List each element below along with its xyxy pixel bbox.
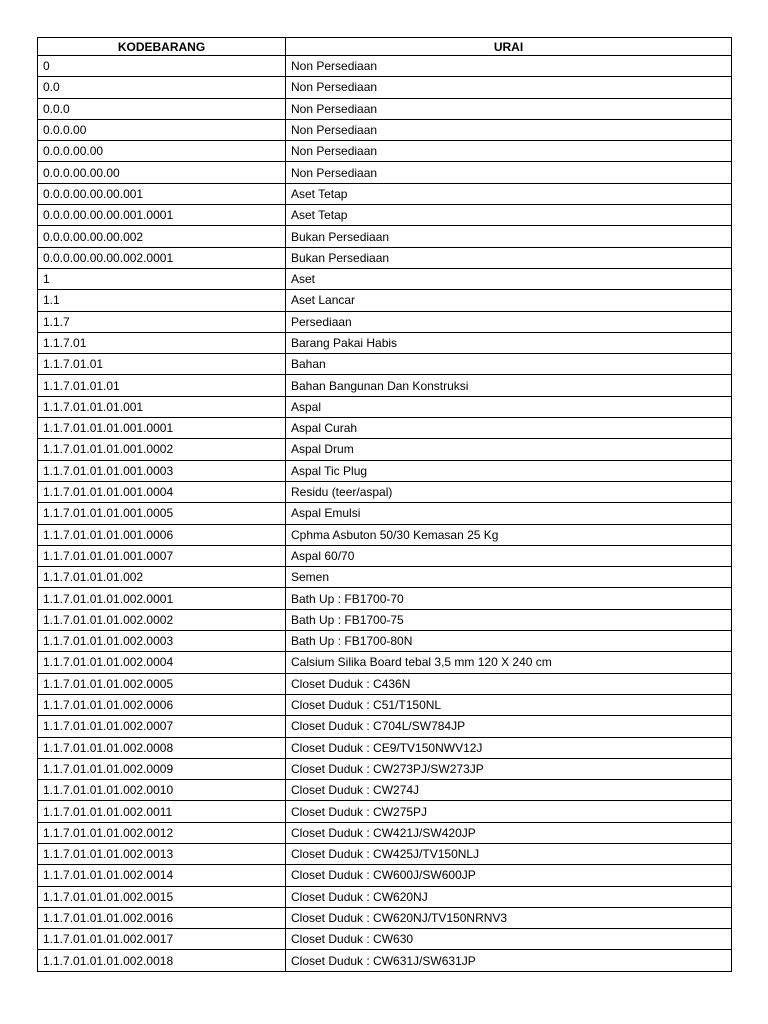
table-row <box>38 609 732 630</box>
kodebarang-cell: 1.1.7.01.01.01.002.0002 <box>38 609 286 630</box>
table-row <box>38 843 732 864</box>
kodebarang-cell: 1.1.7.01.01.01.001.0005 <box>38 503 286 524</box>
table-row <box>38 545 732 566</box>
table-body <box>38 56 732 972</box>
kodebarang-cell: 1.1.7.01.01.01.002.0016 <box>38 907 286 928</box>
table-row <box>38 886 732 907</box>
urai-cell: Non Persediaan <box>286 56 732 77</box>
kodebarang-cell: 1.1.7.01.01.01.002.0001 <box>38 588 286 609</box>
kodebarang-cell: 1.1.7.01.01.01.002.0006 <box>38 694 286 715</box>
kodebarang-cell: 0.0.0.00 <box>38 119 286 140</box>
urai-cell: Aset Lancar <box>286 290 732 311</box>
kodebarang-cell: 1.1.7.01.01.01.001.0003 <box>38 460 286 481</box>
kodebarang-cell: 1.1.7.01.01.01.002.0008 <box>38 737 286 758</box>
table-row <box>38 758 732 779</box>
urai-cell: Non Persediaan <box>286 77 732 98</box>
table-row <box>38 311 732 332</box>
table-row <box>38 780 732 801</box>
table-row <box>38 673 732 694</box>
table-row <box>38 652 732 673</box>
kodebarang-cell: 1 <box>38 268 286 289</box>
urai-cell: Aset <box>286 268 732 289</box>
kodebarang-cell: 1.1.7.01.01.01.002.0017 <box>38 929 286 950</box>
urai-cell: Closet Duduk : CW425J/TV150NLJ <box>286 843 732 864</box>
kodebarang-cell: 1.1.7.01.01.01.002.0009 <box>38 758 286 779</box>
table-row <box>38 119 732 140</box>
urai-cell: Non Persediaan <box>286 162 732 183</box>
urai-cell: Closet Duduk : CW620NJ/TV150NRNV3 <box>286 907 732 928</box>
urai-cell: Closet Duduk : CW620NJ <box>286 886 732 907</box>
header-row <box>38 38 732 56</box>
urai-cell: Closet Duduk : CW421J/SW420JP <box>286 822 732 843</box>
kodebarang-cell: 1.1.7.01.01.01.002.0003 <box>38 631 286 652</box>
kodebarang-cell: 1.1.7.01.01.01.002.0018 <box>38 950 286 971</box>
urai-cell: Non Persediaan <box>286 141 732 162</box>
kodebarang-cell: 0.0.0.00.00.00 <box>38 162 286 183</box>
kodebarang-cell: 1.1.7.01 <box>38 332 286 353</box>
column-header-kodebarang: KODEBARANG <box>38 38 286 56</box>
urai-cell: Barang Pakai Habis <box>286 332 732 353</box>
table-row <box>38 481 732 502</box>
table-row <box>38 354 732 375</box>
kodebarang-cell: 0.0 <box>38 77 286 98</box>
kodebarang-cell: 1.1.7.01.01.01.001 <box>38 396 286 417</box>
table-row <box>38 822 732 843</box>
table-row <box>38 183 732 204</box>
table-row <box>38 98 732 119</box>
table-row <box>38 929 732 950</box>
table-row <box>38 396 732 417</box>
kodebarang-cell: 1.1.7.01.01.01.002.0014 <box>38 865 286 886</box>
table-row <box>38 631 732 652</box>
urai-cell: Non Persediaan <box>286 119 732 140</box>
urai-cell: Bahan <box>286 354 732 375</box>
urai-cell: Closet Duduk : CW631J/SW631JP <box>286 950 732 971</box>
kodebarang-cell: 0.0.0.00.00.00.002.0001 <box>38 247 286 268</box>
kodebarang-cell: 1.1.7.01.01.01.002.0013 <box>38 843 286 864</box>
urai-cell: Closet Duduk : C51/T150NL <box>286 694 732 715</box>
kodebarang-cell: 0.0.0 <box>38 98 286 119</box>
table-row <box>38 375 732 396</box>
urai-cell: Closet Duduk : CW274J <box>286 780 732 801</box>
kodebarang-cell: 1.1.7.01.01.01.002.0012 <box>38 822 286 843</box>
column-header-urai: URAI <box>286 38 732 56</box>
table-row <box>38 801 732 822</box>
table-row <box>38 503 732 524</box>
table-row <box>38 524 732 545</box>
kodebarang-cell: 1.1.7.01.01.01.002.0015 <box>38 886 286 907</box>
table-row <box>38 460 732 481</box>
kodebarang-cell: 0.0.0.00.00.00.002 <box>38 226 286 247</box>
urai-cell: Semen <box>286 567 732 588</box>
table-row <box>38 247 732 268</box>
kodebarang-cell: 1.1.7.01.01.01 <box>38 375 286 396</box>
urai-cell: Closet Duduk : CW275PJ <box>286 801 732 822</box>
urai-cell: Aspal Curah <box>286 418 732 439</box>
urai-cell: Aspal Drum <box>286 439 732 460</box>
table-row <box>38 141 732 162</box>
urai-cell: Closet Duduk : C704L/SW784JP <box>286 716 732 737</box>
table-row <box>38 694 732 715</box>
urai-cell: Aspal Tic Plug <box>286 460 732 481</box>
kodebarang-cell: 1.1.7.01.01.01.001.0002 <box>38 439 286 460</box>
table-row <box>38 418 732 439</box>
table-row <box>38 439 732 460</box>
urai-cell: Persediaan <box>286 311 732 332</box>
table-row <box>38 290 732 311</box>
kodebarang-cell: 1.1.7.01.01.01.001.0004 <box>38 481 286 502</box>
table-row <box>38 268 732 289</box>
item-code-table <box>37 37 732 972</box>
urai-cell: Cphma Asbuton 50/30 Kemasan 25 Kg <box>286 524 732 545</box>
kodebarang-cell: 1.1 <box>38 290 286 311</box>
urai-cell: Bahan Bangunan Dan Konstruksi <box>286 375 732 396</box>
table-row <box>38 77 732 98</box>
urai-cell: Residu (teer/aspal) <box>286 481 732 502</box>
kodebarang-cell: 1.1.7.01.01.01.002.0005 <box>38 673 286 694</box>
urai-cell: Aspal 60/70 <box>286 545 732 566</box>
kodebarang-cell: 1.1.7 <box>38 311 286 332</box>
kodebarang-cell: 1.1.7.01.01.01.001.0006 <box>38 524 286 545</box>
urai-cell: Closet Duduk : CW273PJ/SW273JP <box>286 758 732 779</box>
table-row <box>38 588 732 609</box>
kodebarang-cell: 1.1.7.01.01.01.002.0011 <box>38 801 286 822</box>
urai-cell: Aset Tetap <box>286 183 732 204</box>
table-row <box>38 162 732 183</box>
urai-cell: Aset Tetap <box>286 205 732 226</box>
urai-cell: Bukan Persediaan <box>286 226 732 247</box>
kodebarang-cell: 1.1.7.01.01.01.002 <box>38 567 286 588</box>
kodebarang-cell: 0.0.0.00.00.00.001 <box>38 183 286 204</box>
urai-cell: Closet Duduk : CW630 <box>286 929 732 950</box>
urai-cell: Closet Duduk : CW600J/SW600JP <box>286 865 732 886</box>
urai-cell: Bukan Persediaan <box>286 247 732 268</box>
table-row <box>38 737 732 758</box>
table-row <box>38 865 732 886</box>
table-header <box>38 38 732 56</box>
kodebarang-cell: 0 <box>38 56 286 77</box>
urai-cell: Aspal Emulsi <box>286 503 732 524</box>
kodebarang-cell: 1.1.7.01.01.01.001.0001 <box>38 418 286 439</box>
urai-cell: Closet Duduk : CE9/TV150NWV12J <box>286 737 732 758</box>
kodebarang-cell: 1.1.7.01.01.01.002.0010 <box>38 780 286 801</box>
urai-cell: Non Persediaan <box>286 98 732 119</box>
kodebarang-cell: 1.1.7.01.01.01.002.0007 <box>38 716 286 737</box>
table-row <box>38 205 732 226</box>
table-row <box>38 907 732 928</box>
kodebarang-cell: 0.0.0.00.00.00.001.0001 <box>38 205 286 226</box>
urai-cell: Aspal <box>286 396 732 417</box>
urai-cell: Closet Duduk : C436N <box>286 673 732 694</box>
urai-cell: Bath Up : FB1700-70 <box>286 588 732 609</box>
table-row <box>38 567 732 588</box>
kodebarang-cell: 1.1.7.01.01 <box>38 354 286 375</box>
kodebarang-cell: 1.1.7.01.01.01.001.0007 <box>38 545 286 566</box>
urai-cell: Bath Up : FB1700-75 <box>286 609 732 630</box>
urai-cell: Bath Up : FB1700-80N <box>286 631 732 652</box>
kodebarang-cell: 0.0.0.00.00 <box>38 141 286 162</box>
kodebarang-cell: 1.1.7.01.01.01.002.0004 <box>38 652 286 673</box>
table-row <box>38 56 732 77</box>
table-row <box>38 716 732 737</box>
table-row <box>38 226 732 247</box>
table-row <box>38 332 732 353</box>
urai-cell: Calsium Silika Board tebal 3,5 mm 120 X 240 cm <box>286 652 732 673</box>
table-row <box>38 950 732 971</box>
